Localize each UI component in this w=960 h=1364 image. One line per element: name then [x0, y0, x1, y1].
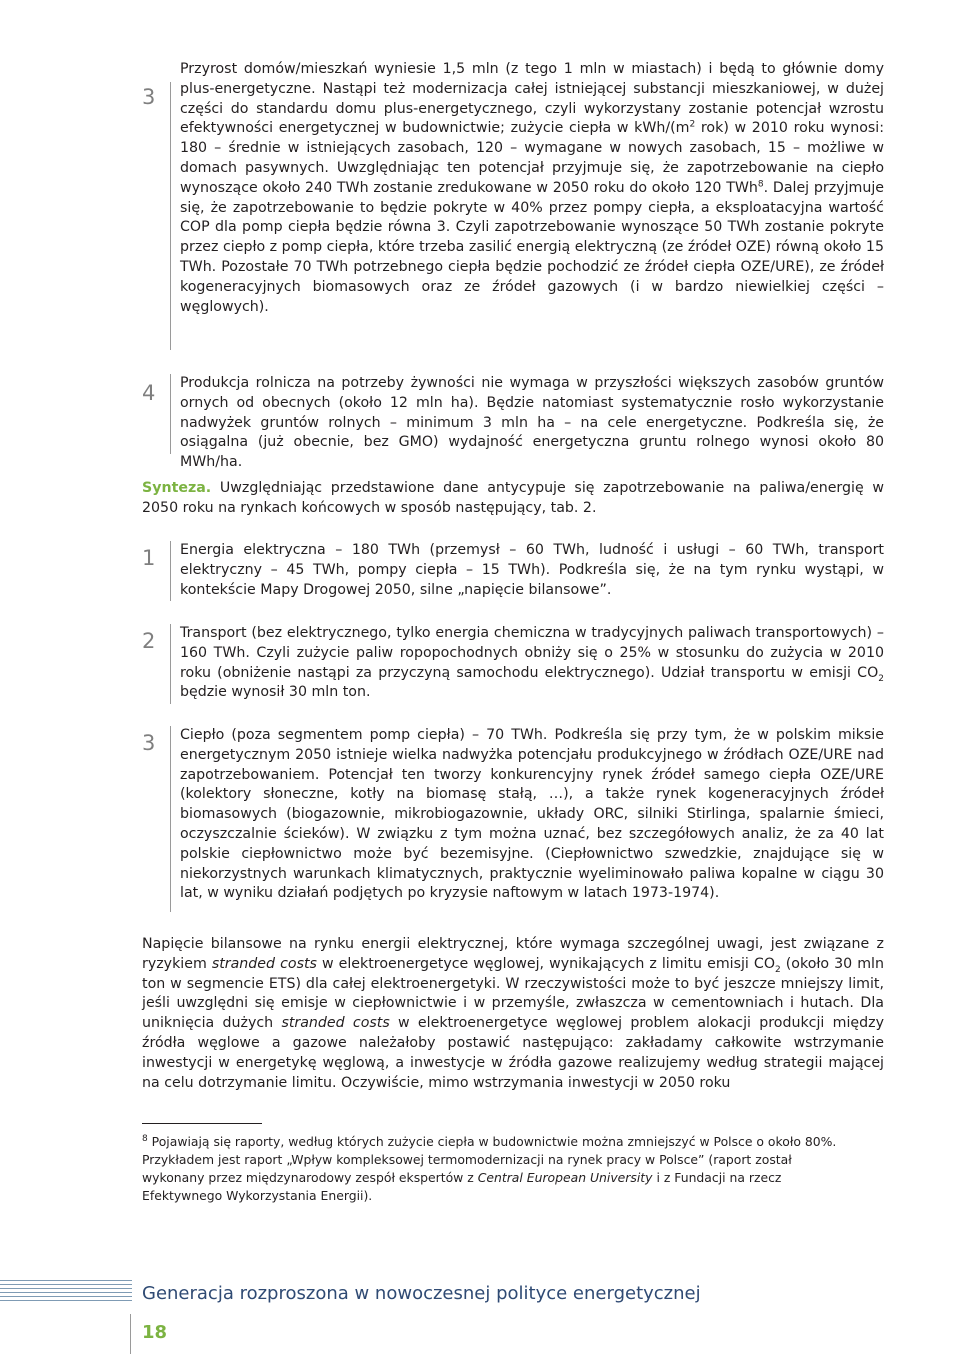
list-number: 3 [142, 85, 156, 109]
synthesis-paragraph [142, 479, 884, 519]
page-number: 18 [142, 1322, 168, 1343]
list-item-4 [142, 374, 884, 471]
footnote-ref: 8 [757, 179, 764, 190]
list-item-text: Energia elektryczna – 180 TWh (przemysł – 60 TWh, ludność i usługi – 60 TWh, transport elektryczny – 45 TWh, pompy ciepła – 15 TWh). Podkreśla się, że na tym rynku wystąpi, w kontekście Mapy Drogowej 2050, silne „napięcie bilansowe”. [180, 542, 884, 598]
subscript: 2 [878, 673, 884, 684]
text-segment: Napięcie bilansowe na rynku energii elektrycznej, które wymaga szczególnej uwagi, jest związane z ryzykiem [142, 936, 884, 972]
subscript: 2 [774, 964, 781, 975]
superscript: 2 [689, 119, 696, 130]
list-item-text [180, 60, 884, 317]
footnote-rule [142, 1123, 262, 1124]
emphasis: Central European University [477, 1170, 653, 1185]
closing-paragraph [142, 935, 884, 1093]
list-number: 2 [142, 629, 156, 653]
list-divider [170, 82, 171, 350]
footnote-mark: 8 [142, 1133, 148, 1144]
footer-title: Generacja rozproszona w nowoczesnej polityce energetycznej [142, 1283, 701, 1304]
list-item-2 [142, 624, 884, 704]
text-segment: będzie wynosił 30 mln ton. [180, 684, 371, 701]
list-divider [170, 624, 171, 704]
text-segment: Transport (bez elektrycznego, tylko energia chemiczna w tradycyjnych paliwach transportowych) – 160 TWh. Czyli zużycie paliw ropopochodnych obniży się o 25% w stosunku do zużycia w 2010 roku (obniżenie nastąpi za przyczyną samochodu elektrycznego). Udział transportu w emisji CO [180, 625, 884, 681]
list-divider [170, 374, 171, 454]
list-item-3 [142, 60, 884, 350]
text-segment: Uwzględniając przedstawione dane antycypuje się zapotrzebowanie na paliwa/energię w 2050 roku na rynkach końcowych w sposób następujący, tab. 2. [142, 480, 884, 516]
page-number-divider [130, 1314, 131, 1354]
list-item-text [180, 624, 884, 703]
synthesis-label: Synteza. [142, 480, 212, 496]
emphasis: stranded costs [281, 1015, 390, 1032]
list-number: 4 [142, 381, 156, 405]
list-divider [170, 726, 171, 912]
text-segment: w elektroenergetyce węglowej problem alokacji produkcji między źródła węglowe a gazowe należałoby postawić następująco: zakładamy całkowite wstrzymanie inwestycji w energetykę węglową, a inwestycje w źródła gazowe realizujemy według strategii mającej na celu dotrzymanie limitu. Oczywiście, mimo wstrzymania inwestycji w 2050 roku [142, 1015, 884, 1091]
footnote [142, 1133, 842, 1205]
list-number: 3 [142, 731, 156, 755]
list-item-text: Produkcja rolnicza na potrzeby żywności nie wymaga w przyszłości większych zasobów gruntów ornych od obecnych (około 12 mln ha). Będzie natomiast systematycznie rosło wykorzystanie nadwyżek gruntów rolnych – minimum 3 mln ha – na cele energetyczne. Podkreśla się, że osiągalna (już obecnie, bez GMO) wydajność energetyczna gruntu rolnego wynosi około 80 MWh/ha. [180, 375, 884, 471]
emphasis: stranded costs [211, 955, 317, 972]
list-item-1 [142, 541, 884, 601]
list-item-3b [142, 726, 884, 912]
list-divider [170, 541, 171, 601]
text-segment: (około 30 mln ton w segmencie ETS) dla całej elektroenergetyki. W rzeczywistości może to być jeszcze mniejszy limit, jeśli uwzględni się emisje w ciepłownictwie i w przemyśle, zwłaszcza w cementowniach i hutach. Dla uniknięcia dużych [142, 955, 884, 1032]
text-segment: w elektroenergetyce węglowej, wynikających z limitu emisji CO [316, 955, 775, 972]
text-segment: Pojawiają się raporty, według których zużycie ciepła w budownictwie można zmniejszyć w Polsce o około 80%. Przykładem jest raport „Wpływ kompleksowej termomodernizacji na rynek pracy w Polsce” (raport został wykonany przez międzynarodowy zespół ekspertów z [142, 1134, 837, 1185]
text-segment: . Dalej przyjmuje się, że zapotrzebowanie to będzie pokryte w 40% przez pompy ciepła, a eksploatacyjna wartość COP dla pomp ciepła będzie równa 3. Czyli zapotrzebowanie wynoszące 50 TWh zostanie pokryte przez ciepło z pomp ciepła, które trzeba zasilić energią elektryczną (ze źródeł OZE) równą około 15 TWh. Pozostałe 70 TWh potrzebnego ciepła będzie pochodzić ze źródeł ciepła OZE/URE), ze źródeł kogeneracyjnych biomasowych oraz ze źródeł gazowych (i w bardzo niewielkiej części – węglowych). [180, 179, 884, 315]
footer-decoration [0, 1280, 132, 1306]
list-item-text: Ciepło (poza segmentem pomp ciepła) – 70 TWh. Podkreśla się przy tym, że w polskim miksie energetycznym 2050 istnieje wielka nadwyżka potencjału produkcyjnego w źródłach OZE/URE nad zapotrzebowaniem. Potencjał ten tworzy konkurencyjny rynek źródeł samego ciepła OZE/URE (kolektory słoneczne, kotły na biomasę stałą, …), a także rynek kogeneracyjnych źródeł biomasowych (biogazownie, mikrobiogazownie, układy ORC, silniki Stirlinga, spalarnie śmieci, oczyszczalnie ścieków). W związku z tym można uznać, bez szczegółowych analiz, że za 40 lat polskie ciepłownictwo może być bezemisyjne. (Ciepłownictwo szwedzkie, znajdujące się w niekorzystnych warunkach klimatycznych, praktycznie wyeliminowało paliwa kopalne w ciągu 30 lat, w wyniku działań podjętych po kryzysie naftowym w latach 1973-1974). [180, 727, 884, 902]
list-number: 1 [142, 546, 156, 570]
text-segment: i z Fundacji na rzecz Efektywnego Wykorzystania Energii). [142, 1170, 782, 1203]
text-segment: Przyrost domów/mieszkań wyniesie 1,5 mln (z tego 1 mln w miastach) i będą to głównie domy plus-energetyczne. Nastąpi też modernizacja całej istniejącej substancji mieszkaniowej, w dużej części do standardu domu plus-energetycznego, czyli wykorzystany zostanie potencjał wzrostu efektywności energetycznej w budownictwie; zużycie ciepła w kWh/(m [180, 61, 884, 137]
text-segment: rok) w 2010 roku wynosi: 180 – średnie w istniejących zasobach, 120 – wymagane w nowych zasobach, 15 – możliwe w domach pasywnych. Uwzględniając ten potencjał przyjmuje się, że zapotrzebowanie na ciepło wynoszące około 240 TWh zostanie zredukowane w 2050 roku do około 120 TWh [180, 120, 884, 196]
